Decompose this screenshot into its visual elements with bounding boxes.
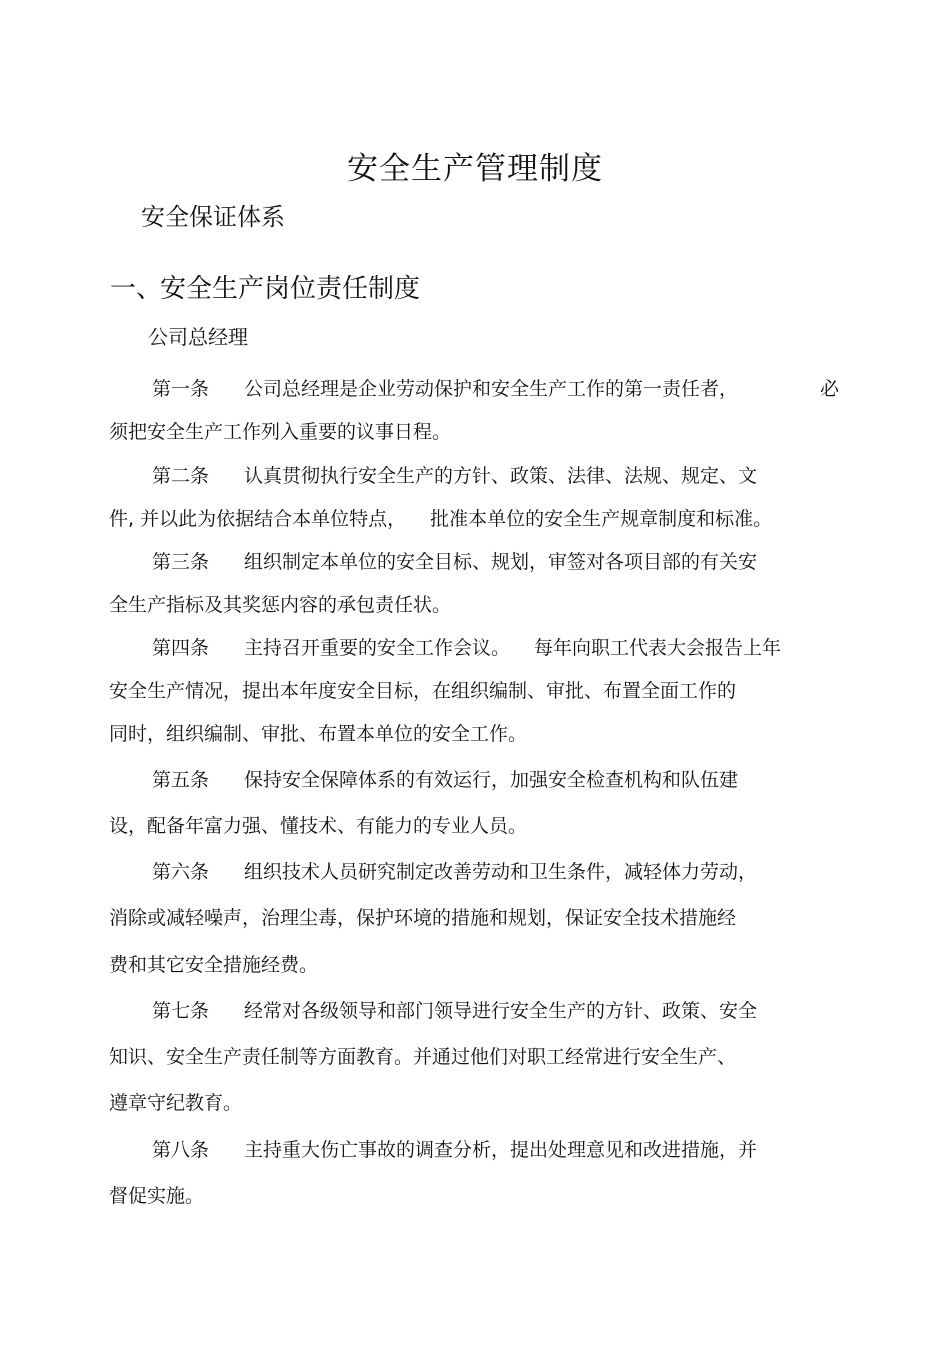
article-8-line-1 [152, 1135, 757, 1165]
article-7-line-1 [152, 996, 757, 1026]
article-text: 公司总经理是企业劳动保护和安全生产工作的第一责任者， [244, 378, 739, 400]
role-heading: 公司总经理 [148, 325, 248, 349]
article-2-line-1 [152, 461, 757, 491]
article-label: 第二条 [152, 465, 210, 487]
article-7-line-3: 遵章守纪教育。 [109, 1092, 243, 1114]
article-3-line-2: 全生产指标及其奖惩内容的承包责任状。 [109, 594, 452, 616]
article-6-line-1 [152, 857, 757, 887]
section-heading [110, 270, 420, 308]
article-6-line-2: 消除或减轻噪声，治理尘毒，保护环境的措施和规划，保证安全技术措施经 [109, 907, 737, 929]
article-label: 第五条 [152, 769, 210, 791]
article-label: 第一条 [152, 378, 210, 400]
article-1-line-2: 须把安全生产工作列入重要的议事日程。 [109, 421, 452, 443]
article-text: 主持重大伤亡事故的调查分析，提出处理意见和改进措施，并 [244, 1139, 758, 1161]
article-text: 认真贯彻执行安全生产的方针、政策、法律、法规、规定、文 [244, 465, 758, 487]
article-label: 第三条 [152, 551, 210, 573]
article-text: 每年向职工代表大会报告上年 [534, 637, 782, 659]
article-text: 主持召开重要的安全工作会议。 [244, 637, 511, 659]
article-label: 第八条 [152, 1139, 210, 1161]
article-3-line-1 [152, 547, 757, 577]
article-text: 保持安全保障体系的有效运行，加强安全检查机构和队伍建 [244, 769, 739, 791]
section-number: 一、 [110, 274, 163, 304]
article-label: 第四条 [152, 637, 210, 659]
article-1-line-1-end: 必 [820, 378, 840, 400]
article-text: 组织制定本单位的安全目标、规划，审签对各项目部的有关安 [244, 551, 758, 573]
article-text: 组织技术人员研究制定改善劳动和卫生条件，减轻体力劳动， [244, 861, 758, 883]
article-8-line-2: 督促实施。 [109, 1185, 205, 1207]
article-6-line-3: 费和其它安全措施经费。 [109, 954, 319, 976]
article-7-line-2: 知识、安全生产责任制等方面教育。并通过他们对职工经常进行安全生产、 [109, 1046, 737, 1068]
article-4-line-2: 安全生产情况，提出本年度安全目标，在组织编制、审批、布置全面工作的 [109, 680, 737, 702]
article-4-line-3: 同时，组织编制、审批、布置本单位的安全工作。 [109, 723, 528, 745]
article-text: 件, 并以此为依据结合本单位特点， [109, 508, 407, 530]
page-subtitle: 安全保证体系 [141, 203, 285, 231]
section-title: 安全生产岗位责任制度 [160, 274, 421, 304]
article-label: 第七条 [152, 1000, 210, 1022]
article-1-line-1 [152, 374, 738, 404]
article-text: 批准本单位的安全生产规章制度和标准。 [430, 508, 773, 530]
article-text: 经常对各级领导和部门领导进行安全生产的方针、政策、安全 [244, 1000, 758, 1022]
article-2-line-2 [109, 504, 772, 534]
article-5-line-1 [152, 765, 738, 795]
page-title: 安全生产管理制度 [347, 151, 603, 187]
article-4-line-1 [152, 633, 781, 663]
article-5-line-2: 设，配备年富力强、懂技术、有能力的专业人员。 [109, 815, 528, 837]
article-label: 第六条 [152, 861, 210, 883]
